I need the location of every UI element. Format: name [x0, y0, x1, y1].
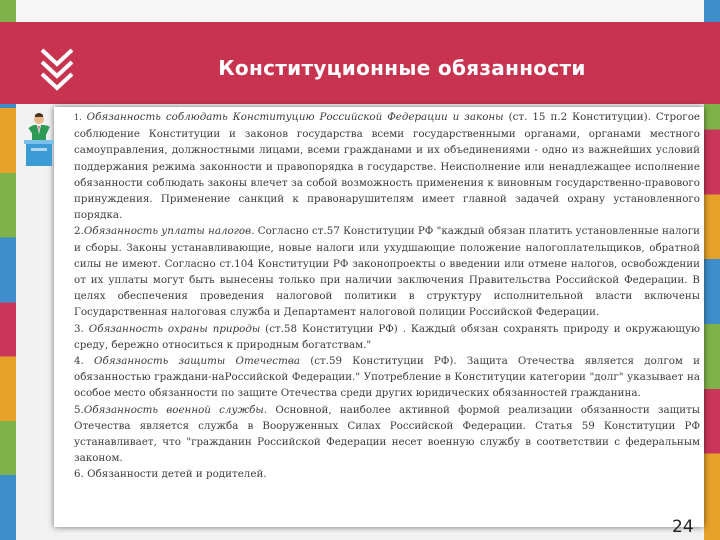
slide-title: Конституционные обязанности — [218, 56, 586, 80]
duty-paragraph-2: 2.Обязанность уплаты налогов. Согласно ст.57 Конституции РФ "каждый обязан платить установленные налоги и сборы. Законы устанавливающие, новые налоги или ухудшающие положение налогоплательщиков, обратной силы не имеют. Согласно ст.104 Конституции РФ законопроекты о введении или отмене налогов, освобождении от их уплаты могут быть вынесены только при наличии заключения Правительства Российской Федерации. В целях обеспечения проведения налоговой политики в структуру исполнительной власти включены Государственная налоговая служба и Департамент налоговой полиции Российской Федерации. — [74, 225, 701, 319]
businessman-at-podium-icon — [22, 112, 56, 172]
duty-paragraph-4: 4. Обязанность защиты Отечества (ст.59 Конституции РФ). Защита Отечества является долгом и обязанностью граждани-наРоссийской Федерации." Употребление в Конституции категории "долг" указывает на особое место обязанности по защите Отечества среди других юридических обязанностей гражданина. — [74, 355, 701, 400]
double-chevron-down-icon — [36, 40, 78, 92]
duty-paragraph-5: 5.Обязанность военной службы. Основной, наиболее активной формой реализации обязанности защиты Отечества является служба в Вооруженных Силах Российской Федерации. Статья 59 Конституции РФ устанавливает, что "гражданин Российской Федерации несет военную службу в соответствии с федеральным законом. — [74, 403, 700, 465]
duty-paragraph-3: 3. Обязанность охраны природы (ст.58 Конституции РФ) . Каждый обязан сохранять природу и окружающую среду, бережно относиться к природным богатствам." — [74, 322, 700, 351]
constitutional-duties-text — [60, 109, 700, 483]
top-band — [16, 0, 704, 22]
duty-paragraph-6: 6. Обязанности детей и родителей. — [74, 468, 267, 481]
slide-header — [0, 22, 720, 104]
duty-paragraph-1: 1. Обязанность соблюдать Конституцию Российской Федерации и законы (ст. 15 п.2 Конституции). Строгое соблюдение Конституции и законов государства всеми государственными органами, органами местного самоуправления, должностными лицами, всеми гражданами и их объединениями - одно из важнейших условий поддержания режима законности и правопорядка в государстве. Неисполнение или ненадлежащее исполнение обязанности соблюдать законы влечет за собой возможность применения к виновным государственно-правового принуждения. Применение санкций к правонарушителям имеет главной задачей охрану установленного порядка. — [74, 111, 700, 222]
page-number: 24 — [672, 517, 694, 537]
